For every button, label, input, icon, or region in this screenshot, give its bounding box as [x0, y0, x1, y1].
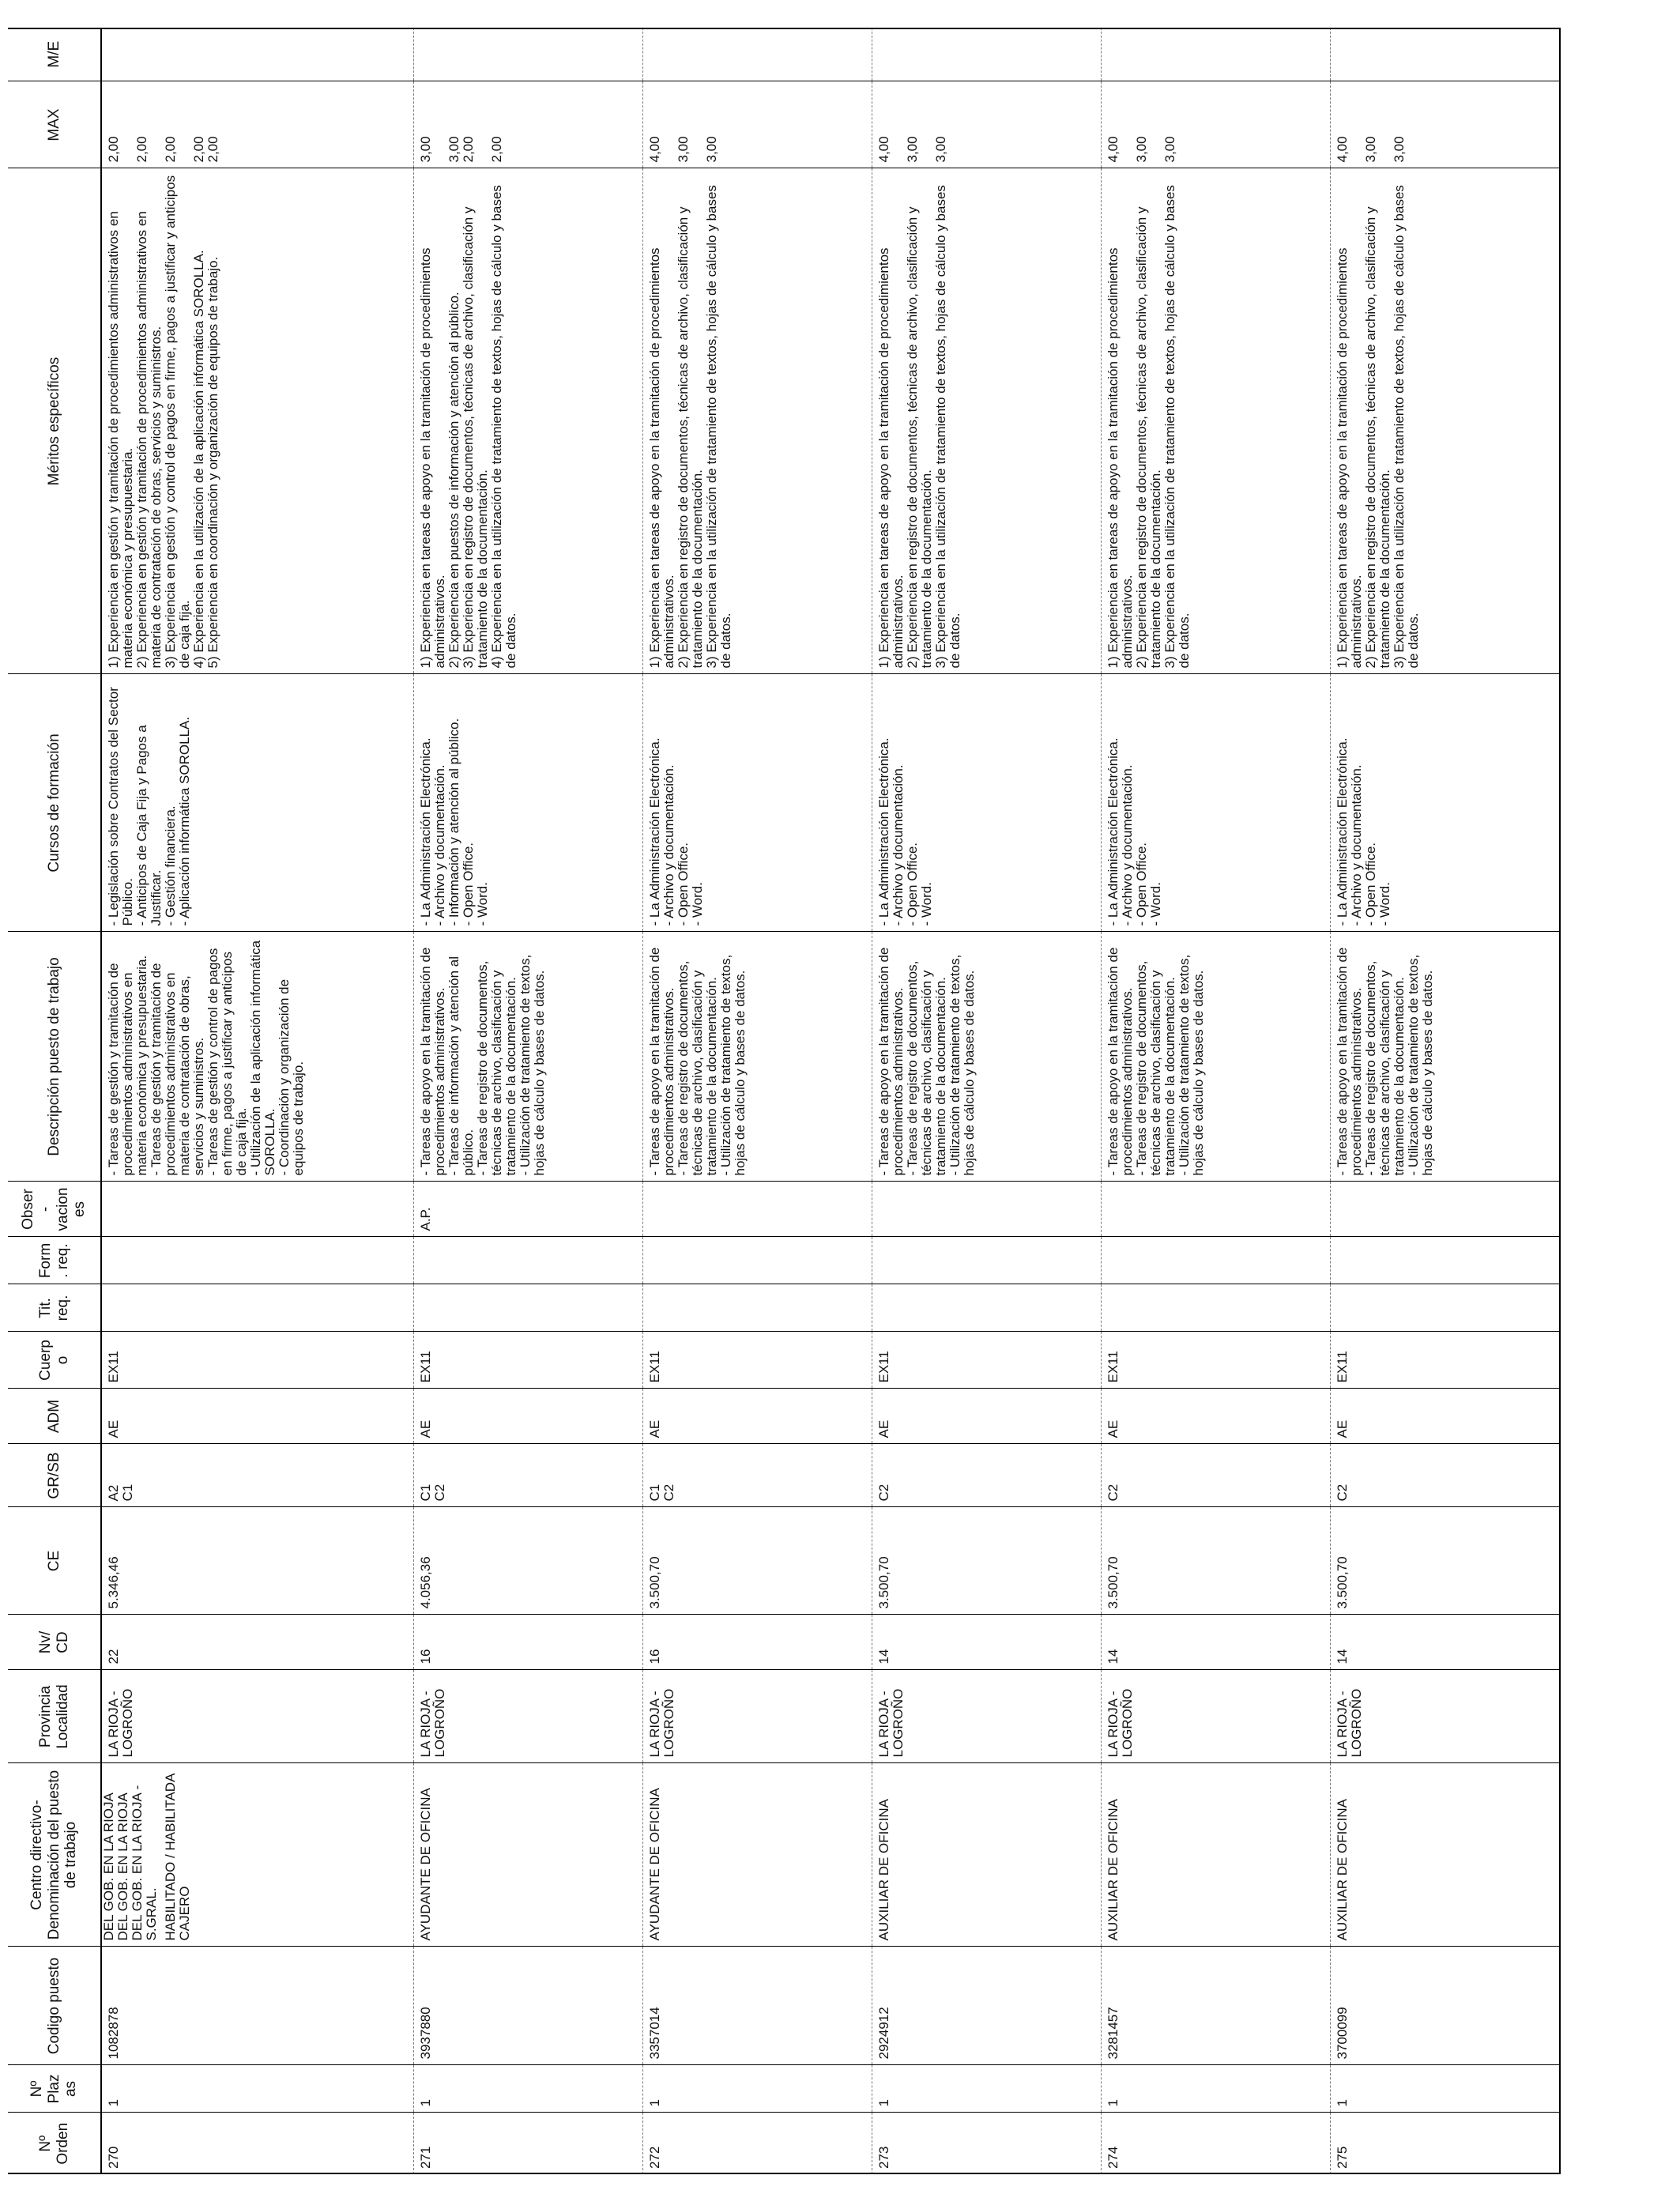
col-grsb-header: GR/SB: [8, 1444, 101, 1507]
cursos-cell: - La Administración Electrónica. - Archivo y documentación. - Open Office. - Word.: [1331, 674, 1560, 932]
codigo-cell: 3281457: [1102, 1947, 1331, 2065]
merito-max-value: 3,00: [417, 136, 433, 163]
grsb-cell: C2: [1102, 1444, 1331, 1507]
tit-cell: [642, 1284, 872, 1332]
merito-max-value: 3,00: [904, 136, 920, 163]
merito-text: 5) Experiencia en coordinación y organización de equipos de trabajo.: [205, 256, 221, 669]
me-cell: [1102, 28, 1331, 81]
ce-cell: 5.346,46: [101, 1507, 413, 1615]
nivel-cell: 22: [101, 1615, 413, 1670]
merito-text: 2) Experiencia en gestión y tramitación de procedimientos administrativos en materia de contratación de obras, servicios y suministros.: [134, 211, 164, 669]
col-codigo-header: Codigo puesto: [8, 1947, 101, 2065]
meritos-cell: [642, 168, 872, 674]
merito-text: 1) Experiencia en gestión y tramitación de procedimientos administrativos en materia económica y presupuestaria.: [106, 211, 136, 669]
meritos-cell: [413, 168, 642, 674]
orden-cell: 272: [642, 2113, 872, 2174]
cuerpo-cell: EX11: [101, 1332, 413, 1389]
puestos-table: [8, 28, 1561, 2174]
provincia-cell: LA RIOJA - LOGROÑO: [642, 1670, 872, 1763]
codigo-cell: 1082878: [101, 1947, 413, 2065]
tit-cell: [1102, 1284, 1331, 1332]
tit-cell: [872, 1284, 1101, 1332]
cursos-cell: - La Administración Electrónica. - Archivo y documentación. - Open Office. - Word.: [872, 674, 1101, 932]
merito-text: 3) Experiencia en la utilización de tratamiento de textos, hojas de cálculo y bases de datos.: [1162, 185, 1192, 669]
merito-max-value: 2,00: [106, 136, 121, 163]
plazas-cell: 1: [1331, 2065, 1560, 2113]
descripcion-cell: - Tareas de apoyo en la tramitación de procedimientos administrativos. - Tareas de registro de documentos, técnicas de archivo, clasificación y tratamiento de la documentación. - Utilización de tratamiento de textos, hojas de cálculo y bases de datos.: [872, 932, 1101, 1182]
merito-text: 4) Experiencia en la utilización de tratamiento de textos, hojas de cálculo y bases de datos.: [488, 185, 518, 669]
merito-max-value: 2,00: [163, 136, 178, 163]
cuerpo-cell: EX11: [872, 1332, 1101, 1389]
provincia-cell: LA RIOJA - LOGROÑO: [1331, 1670, 1560, 1763]
denominacion-cell: [872, 1763, 1101, 1947]
denominacion-text: AYUDANTE DE OFICINA: [417, 1788, 433, 1941]
adm-cell: AE: [872, 1389, 1101, 1444]
descripcion-cell: - Tareas de apoyo en la tramitación de procedimientos administrativos. - Tareas de registro de documentos, técnicas de archivo, clasificación y tratamiento de la documentación. - Utilización de tratamiento de textos, hojas de cálculo y bases de datos.: [1331, 932, 1560, 1182]
adm-cell: AE: [101, 1389, 413, 1444]
col-cuerpo-header: Cuerpo: [8, 1332, 101, 1389]
denominacion-cell: [101, 1763, 413, 1947]
cursos-cell: - La Administración Electrónica. - Archivo y documentación. - Open Office. - Word.: [1102, 674, 1331, 932]
plazas-cell: 1: [872, 2065, 1101, 2113]
max-cell: [413, 81, 642, 168]
table-body: [101, 28, 1560, 2174]
table-row: [1331, 28, 1560, 2174]
grsb-cell: C1 C2: [642, 1444, 872, 1507]
nivel-cell: 14: [1102, 1615, 1331, 1670]
cursos-cell: - Legislación sobre Contratos del Sector Público. - Anticipos de Caja Fija y Pagos a Justificar. - Gestión financiera. - Aplicación informática SOROLLA.: [101, 674, 413, 932]
merito-max-value: 2,00: [205, 136, 220, 163]
form-cell: [101, 1237, 413, 1284]
descripcion-cell: - Tareas de apoyo en la tramitación de procedimientos administrativos. - Tareas de registro de documentos, técnicas de archivo, clasificación y tratamiento de la documentación. - Utilización de tratamiento de textos, hojas de cálculo y bases de datos.: [1102, 932, 1331, 1182]
merito-max-value: 3,00: [446, 136, 461, 163]
codigo-cell: 3357014: [642, 1947, 872, 2065]
table-row: [101, 28, 413, 2174]
obs-cell: [101, 1182, 413, 1237]
meritos-cell: [101, 168, 413, 674]
codigo-cell: 2924912: [872, 1947, 1101, 2065]
plazas-cell: 1: [101, 2065, 413, 2113]
nivel-cell: 16: [413, 1615, 642, 1670]
merito-max-value: 3,00: [1162, 136, 1178, 163]
orden-cell: 271: [413, 2113, 642, 2174]
denominacion-cell: [1331, 1763, 1560, 1947]
merito-max-value: 4,00: [646, 136, 662, 163]
merito-max-value: 2,00: [488, 136, 504, 163]
merito-text: 3) Experiencia en registro de documentos, técnicas de archivo, clasificación y tratamiento de la documentación.: [460, 206, 490, 669]
merito-max-value: 3,00: [675, 136, 691, 163]
col-orden-header: Nº Orden: [8, 2113, 101, 2174]
col-plazas-header: Nº Plazas: [8, 2065, 101, 2113]
merito-text: 3) Experiencia en la utilización de tratamiento de textos, hojas de cálculo y bases de datos.: [703, 185, 733, 669]
denominacion-text: AUXILIAR DE OFICINA: [876, 1799, 891, 1941]
cursos-cell: - La Administración Electrónica. - Archivo y documentación. - Open Office. - Word.: [642, 674, 872, 932]
plazas-cell: 1: [413, 2065, 642, 2113]
merito-text: 2) Experiencia en registro de documentos, técnicas de archivo, clasificación y tratamiento de la documentación.: [1134, 206, 1164, 669]
col-denominacion-header: Centro directivo- Denominación del puesto de trabajo: [8, 1763, 101, 1947]
provincia-cell: LA RIOJA - LOGROÑO: [413, 1670, 642, 1763]
provincia-cell: LA RIOJA - LOGROÑO: [1102, 1670, 1331, 1763]
max-cell: [101, 81, 413, 168]
plazas-cell: 1: [642, 2065, 872, 2113]
form-cell: [872, 1237, 1101, 1284]
max-cell: [1331, 81, 1560, 168]
plazas-cell: 1: [1102, 2065, 1331, 2113]
merito-max-value: 2,00: [134, 136, 149, 163]
table-row: [872, 28, 1101, 2174]
col-meritos-header: Méritos específicos: [8, 168, 101, 674]
obs-cell: [1331, 1182, 1560, 1237]
denominacion-text: AYUDANTE DE OFICINA: [646, 1788, 662, 1941]
merito-text: 3) Experiencia en la utilización de tratamiento de textos, hojas de cálculo y bases de datos.: [933, 185, 963, 669]
merito-text: 2) Experiencia en registro de documentos, técnicas de archivo, clasificación y tratamiento de la documentación.: [675, 206, 705, 669]
ce-cell: 3.500,70: [872, 1507, 1101, 1615]
merito-text: 1) Experiencia en tareas de apoyo en la tramitación de procedimientos administrativos.: [1335, 247, 1365, 669]
ce-cell: 3.500,70: [1102, 1507, 1331, 1615]
adm-cell: AE: [642, 1389, 872, 1444]
col-max-header: MAX: [8, 81, 101, 168]
col-provincia-header: Provincia Localidad: [8, 1670, 101, 1763]
merito-text: 1) Experiencia en tareas de apoyo en la tramitación de procedimientos administrativos.: [1106, 247, 1136, 669]
cuerpo-cell: EX11: [642, 1332, 872, 1389]
table-row: [1102, 28, 1331, 2174]
table-row: [642, 28, 872, 2174]
merito-text: 4) Experiencia en la utilización de la aplicación informática SOROLLA.: [191, 250, 207, 669]
col-nivel-header: Nv/ CD: [8, 1615, 101, 1670]
ce-cell: 3.500,70: [1331, 1507, 1560, 1615]
ce-cell: 3.500,70: [642, 1507, 872, 1615]
me-cell: [872, 28, 1101, 81]
me-cell: [413, 28, 642, 81]
ce-cell: 4.056,36: [413, 1507, 642, 1615]
merito-text: 1) Experiencia en tareas de apoyo en la tramitación de procedimientos administrativos.: [417, 247, 447, 669]
descripcion-cell: - Tareas de apoyo en la tramitación de procedimientos administrativos. - Tareas de registro de documentos, técnicas de archivo, clasificación y tratamiento de la documentación. - Utilización de tratamiento de textos, hojas de cálculo y bases de datos.: [642, 932, 872, 1182]
descripcion-cell: - Tareas de apoyo en la tramitación de procedimientos administrativos. - Tareas de información y atención al público. - Tareas de registro de documentos, técnicas de archivo, clasificación y tratamiento de la documentación. - Utilización de tratamiento de textos, hojas de cálculo y bases de datos.: [413, 932, 642, 1182]
orden-cell: 275: [1331, 2113, 1560, 2174]
adm-cell: AE: [413, 1389, 642, 1444]
denominacion-text: HABILITADO / HABILITADA CAJERO: [163, 1773, 193, 1941]
form-cell: [1331, 1237, 1560, 1284]
merito-text: 2) Experiencia en puestos de información y atención al público.: [446, 292, 461, 669]
denominacion-cell: [1102, 1763, 1331, 1947]
centro-directivo-text: DEL GOB. EN LA RIOJA DEL GOB. EN LA RIOJA DEL GOB. EN LA RIOJA - S.GRAL.: [101, 1785, 160, 1941]
codigo-cell: 3700099: [1331, 1947, 1560, 2065]
form-cell: [1102, 1237, 1331, 1284]
merito-text: 3) Experiencia en la utilización de tratamiento de textos, hojas de cálculo y bases de datos.: [1392, 185, 1422, 669]
nivel-cell: 14: [1331, 1615, 1560, 1670]
grsb-cell: C2: [872, 1444, 1101, 1507]
col-obs-header: Obser- vaciones: [8, 1182, 101, 1237]
descripcion-cell: - Tareas de gestión y tramitación de procedimientos administrativos en materia económica y presupuestaria. - Tareas de gestión y tramitación de procedimientos administrativos en materia de contratación de obras, servicios y suministros. - Tareas de gestión y control de pagos en firme, pagos a justificar y anticipos de caja fija. - Utilización de la aplicación informática SOROLLA. - Coordinación y organización de equipos de trabajo.: [101, 932, 413, 1182]
tit-cell: [1331, 1284, 1560, 1332]
orden-cell: 274: [1102, 2113, 1331, 2174]
cursos-cell: - La Administración Electrónica. - Archivo y documentación. - Información y atención al público. - Open Office. - Word.: [413, 674, 642, 932]
obs-cell: [872, 1182, 1101, 1237]
merito-text: 2) Experiencia en registro de documentos, técnicas de archivo, clasificación y tratamiento de la documentación.: [905, 206, 935, 669]
cuerpo-cell: EX11: [413, 1332, 642, 1389]
merito-max-value: 2,00: [191, 136, 206, 163]
tit-cell: [101, 1284, 413, 1332]
merito-max-value: 3,00: [932, 136, 948, 163]
meritos-cell: [1331, 168, 1560, 674]
orden-cell: 270: [101, 2113, 413, 2174]
merito-max-value: 3,00: [1134, 136, 1150, 163]
col-descripcion-header: Descripción puesto de trabajo: [8, 932, 101, 1182]
adm-cell: AE: [1102, 1389, 1331, 1444]
denominacion-cell: [642, 1763, 872, 1947]
form-cell: [413, 1237, 642, 1284]
grsb-cell: A2 C1: [101, 1444, 413, 1507]
merito-max-value: 3,00: [1363, 136, 1379, 163]
me-cell: [101, 28, 413, 81]
denominacion-text: AUXILIAR DE OFICINA: [1106, 1799, 1121, 1941]
merito-text: 2) Experiencia en registro de documentos, técnicas de archivo, clasificación y tratamiento de la documentación.: [1363, 206, 1393, 669]
orden-cell: 273: [872, 2113, 1101, 2174]
max-cell: [872, 81, 1101, 168]
obs-cell: [642, 1182, 872, 1237]
meritos-cell: [872, 168, 1101, 674]
merito-max-value: 4,00: [1106, 136, 1121, 163]
grsb-cell: C2: [1331, 1444, 1560, 1507]
provincia-cell: LA RIOJA - LOGROÑO: [872, 1670, 1101, 1763]
denominacion-text: AUXILIAR DE OFICINA: [1335, 1799, 1350, 1941]
grsb-cell: C1 C2: [413, 1444, 642, 1507]
merito-max-value: 3,00: [703, 136, 719, 163]
provincia-cell: LA RIOJA - LOGROÑO: [101, 1670, 413, 1763]
nivel-cell: 14: [872, 1615, 1101, 1670]
merito-max-value: 3,00: [1392, 136, 1407, 163]
meritos-cell: [1102, 168, 1331, 674]
col-ce-header: CE: [8, 1507, 101, 1615]
cuerpo-cell: EX11: [1102, 1332, 1331, 1389]
col-form-header: Form. req.: [8, 1237, 101, 1284]
merito-max-value: 2,00: [460, 136, 476, 163]
col-tit-header: Tit. req.: [8, 1284, 101, 1332]
adm-cell: AE: [1331, 1389, 1560, 1444]
merito-max-value: 4,00: [876, 136, 891, 163]
merito-text: 1) Experiencia en tareas de apoyo en la tramitación de procedimientos administrativos.: [876, 247, 906, 669]
nivel-cell: 16: [642, 1615, 872, 1670]
me-cell: [1331, 28, 1560, 81]
obs-cell: [1102, 1182, 1331, 1237]
col-adm-header: ADM: [8, 1389, 101, 1444]
obs-cell: A.P.: [413, 1182, 642, 1237]
max-cell: [1102, 81, 1331, 168]
table-row: [413, 28, 642, 2174]
merito-text: 3) Experiencia en gestión y control de pagos en firme, pagos a justificar y anticipos de caja fija.: [163, 175, 193, 669]
col-me-header: M/E: [8, 28, 101, 81]
merito-max-value: 4,00: [1335, 136, 1350, 163]
tit-cell: [413, 1284, 642, 1332]
form-cell: [642, 1237, 872, 1284]
merito-text: 1) Experiencia en tareas de apoyo en la tramitación de procedimientos administrativos.: [646, 247, 676, 669]
max-cell: [642, 81, 872, 168]
header-row: [8, 28, 101, 2174]
codigo-cell: 3937880: [413, 1947, 642, 2065]
denominacion-cell: [413, 1763, 642, 1947]
col-cursos-header: Cursos de formación: [8, 674, 101, 932]
cuerpo-cell: EX11: [1331, 1332, 1560, 1389]
me-cell: [642, 28, 872, 81]
